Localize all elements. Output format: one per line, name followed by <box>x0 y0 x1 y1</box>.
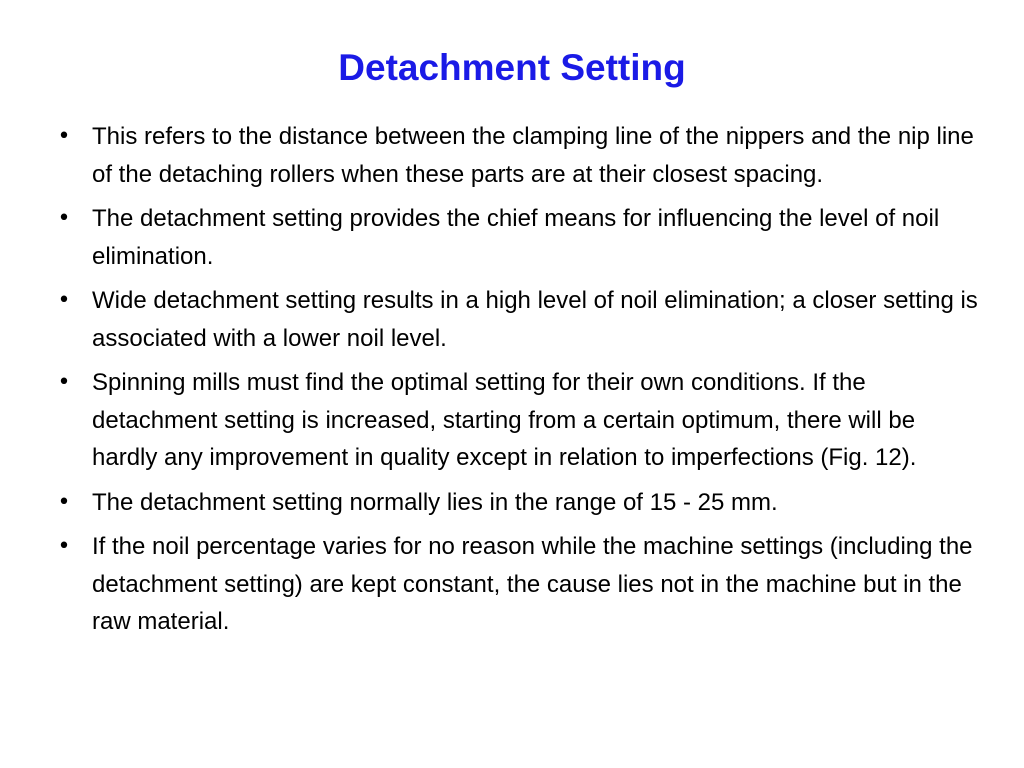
bullet-text-6: If the noil percentage varies for no reason while the machine settings (including the detachment setting) are kept constant, the cause lies not in the machine but in the raw material. <box>92 533 973 635</box>
bullet-dot-icon: • <box>57 534 71 559</box>
bullet-text-2: The detachment setting provides the chief means for influencing the level of noil elimination. <box>92 205 940 270</box>
bullet-item-4 <box>50 364 980 477</box>
bullet-dot-icon: • <box>57 288 71 313</box>
bullet-dot-icon: • <box>57 370 71 395</box>
bullet-item-6 <box>50 528 980 641</box>
bullet-item-2 <box>50 200 980 275</box>
bullet-dot-icon: • <box>57 206 71 231</box>
bullet-text-4: Spinning mills must find the optimal setting for their own conditions. If the detachment setting is increased, starting from a certain optimum, there will be hardly any improvement in quality except in relation to imperfections (Fig. 12). <box>92 369 917 471</box>
bullet-dot-icon: • <box>57 489 71 515</box>
bullet-text-5: The detachment setting normally lies in the range of 15 - 25 mm. <box>92 488 778 516</box>
bullet-text-3: Wide detachment setting results in a high level of noil elimination; a closer setting is associated with a lower noil level. <box>92 287 978 352</box>
slide-title: Detachment Setting <box>338 47 686 88</box>
bullet-item-1 <box>50 118 980 193</box>
bullet-dot-icon: • <box>57 124 71 149</box>
bullet-list <box>50 118 980 648</box>
bullet-text-1: This refers to the distance between the clamping line of the nippers and the nip line of the detaching rollers when these parts are at their closest spacing. <box>92 123 974 188</box>
bullet-item-5 <box>50 484 980 522</box>
bullet-item-3 <box>50 282 980 357</box>
